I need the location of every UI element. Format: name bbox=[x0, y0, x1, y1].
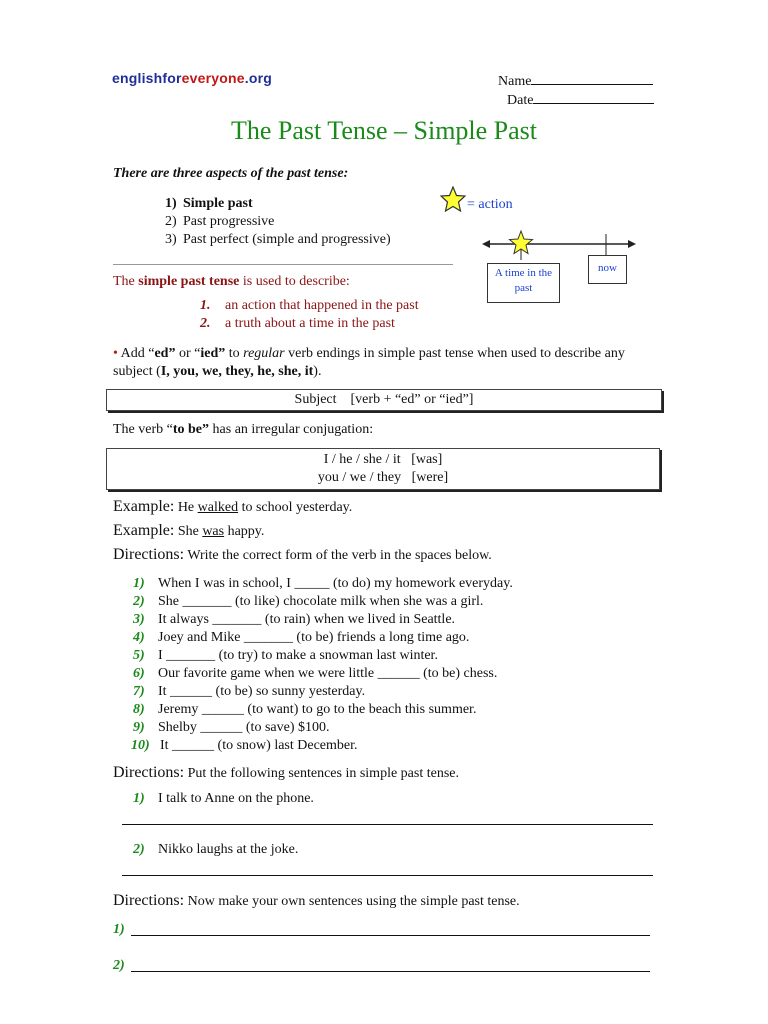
past-time-box: A time in the past bbox=[487, 263, 560, 303]
exercise-item[interactable]: 7) It ______ (to be) so sunny yesterday. bbox=[133, 684, 366, 699]
name-field[interactable] bbox=[498, 70, 653, 90]
own-sentence-1-num: 1) bbox=[113, 922, 125, 937]
describe-heading: The simple past tense is used to describe: bbox=[113, 274, 350, 289]
conjugation-row: I / he / she / it [was] bbox=[323, 452, 443, 467]
exercise-item[interactable]: 9) Shelby ______ (to save) $100. bbox=[133, 720, 330, 735]
directions-1: Directions: Write the correct form of the verb in the spaces below. bbox=[113, 546, 492, 563]
exercise-item[interactable]: 10) It ______ (to snow) last December. bbox=[131, 738, 358, 753]
describe-list bbox=[200, 297, 419, 333]
page-title: The Past Tense – Simple Past bbox=[230, 116, 538, 145]
exercise1-list bbox=[133, 575, 513, 755]
exercise-item[interactable]: 2) She _______ (to like) chocolate milk when she was a girl. bbox=[133, 594, 484, 609]
divider bbox=[113, 264, 453, 265]
name-line bbox=[531, 70, 653, 85]
example-2: Example: She was happy. bbox=[113, 522, 265, 539]
date-label: Date bbox=[507, 93, 534, 108]
star-icon bbox=[440, 186, 466, 212]
aspects-list bbox=[165, 195, 391, 249]
formula-box: Subject [verb + “ed” or “ied”] bbox=[106, 389, 662, 411]
date-field[interactable] bbox=[507, 89, 654, 109]
answer-line[interactable] bbox=[131, 935, 650, 936]
exercise-item[interactable]: 8) Jeremy ______ (to want) to go to the beach this summer. bbox=[133, 702, 477, 717]
answer-line[interactable] bbox=[131, 971, 650, 972]
exercise-item[interactable]: 5) I _______ (to try) to make a snowman last winter. bbox=[133, 648, 438, 663]
exercise2-item-2: 2) Nikko laughs at the joke. bbox=[133, 842, 299, 857]
example-1: Example: He walked to school yesterday. bbox=[113, 498, 353, 515]
now-box: now bbox=[588, 255, 627, 284]
intro-text: There are three aspects of the past tense: bbox=[113, 166, 349, 181]
own-sentence-2-num: 2) bbox=[113, 958, 125, 973]
site-logo: englishforeveryone.org bbox=[112, 70, 273, 86]
exercise-item[interactable]: 3) It always _______ (to rain) when we lived in Seattle. bbox=[133, 612, 456, 627]
answer-line[interactable] bbox=[122, 824, 653, 825]
exercise-item[interactable]: 1) When I was in school, I _____ (to do) my homework everyday. bbox=[133, 576, 513, 591]
exercise-item[interactable]: 4) Joey and Mike _______ (to be) friends a long time ago. bbox=[133, 630, 470, 645]
describe-item: 1. an action that happened in the past bbox=[200, 298, 419, 313]
describe-item: 2. a truth about a time in the past bbox=[200, 316, 395, 331]
aspect-item: 3) Past perfect (simple and progressive) bbox=[165, 232, 391, 247]
answer-line[interactable] bbox=[122, 875, 653, 876]
name-label: Name bbox=[498, 74, 532, 89]
conjugation-row: you / we / they [were] bbox=[317, 470, 449, 485]
action-legend-label: = action bbox=[467, 197, 513, 212]
exercise2-item-1: 1) I talk to Anne on the phone. bbox=[133, 791, 314, 806]
aspect-item: 2) Past progressive bbox=[165, 214, 275, 229]
date-line bbox=[533, 89, 654, 104]
exercise-item[interactable]: 6) Our favorite game when we were little ______ (to be) chess. bbox=[133, 666, 498, 681]
directions-3: Directions: Now make your own sentences using the simple past tense. bbox=[113, 892, 520, 909]
conjugation-box bbox=[106, 448, 660, 490]
rule-paragraph: • Add “ed” or “ied” to regular verb endings in simple past tense when used to describe any subject (I, you, we, they, he, she, it). bbox=[113, 346, 625, 379]
to-be-intro: The verb “to be” has an irregular conjugation: bbox=[113, 422, 374, 437]
aspect-item: 1) Simple past bbox=[165, 196, 253, 211]
directions-2: Directions: Put the following sentences in simple past tense. bbox=[113, 764, 459, 781]
